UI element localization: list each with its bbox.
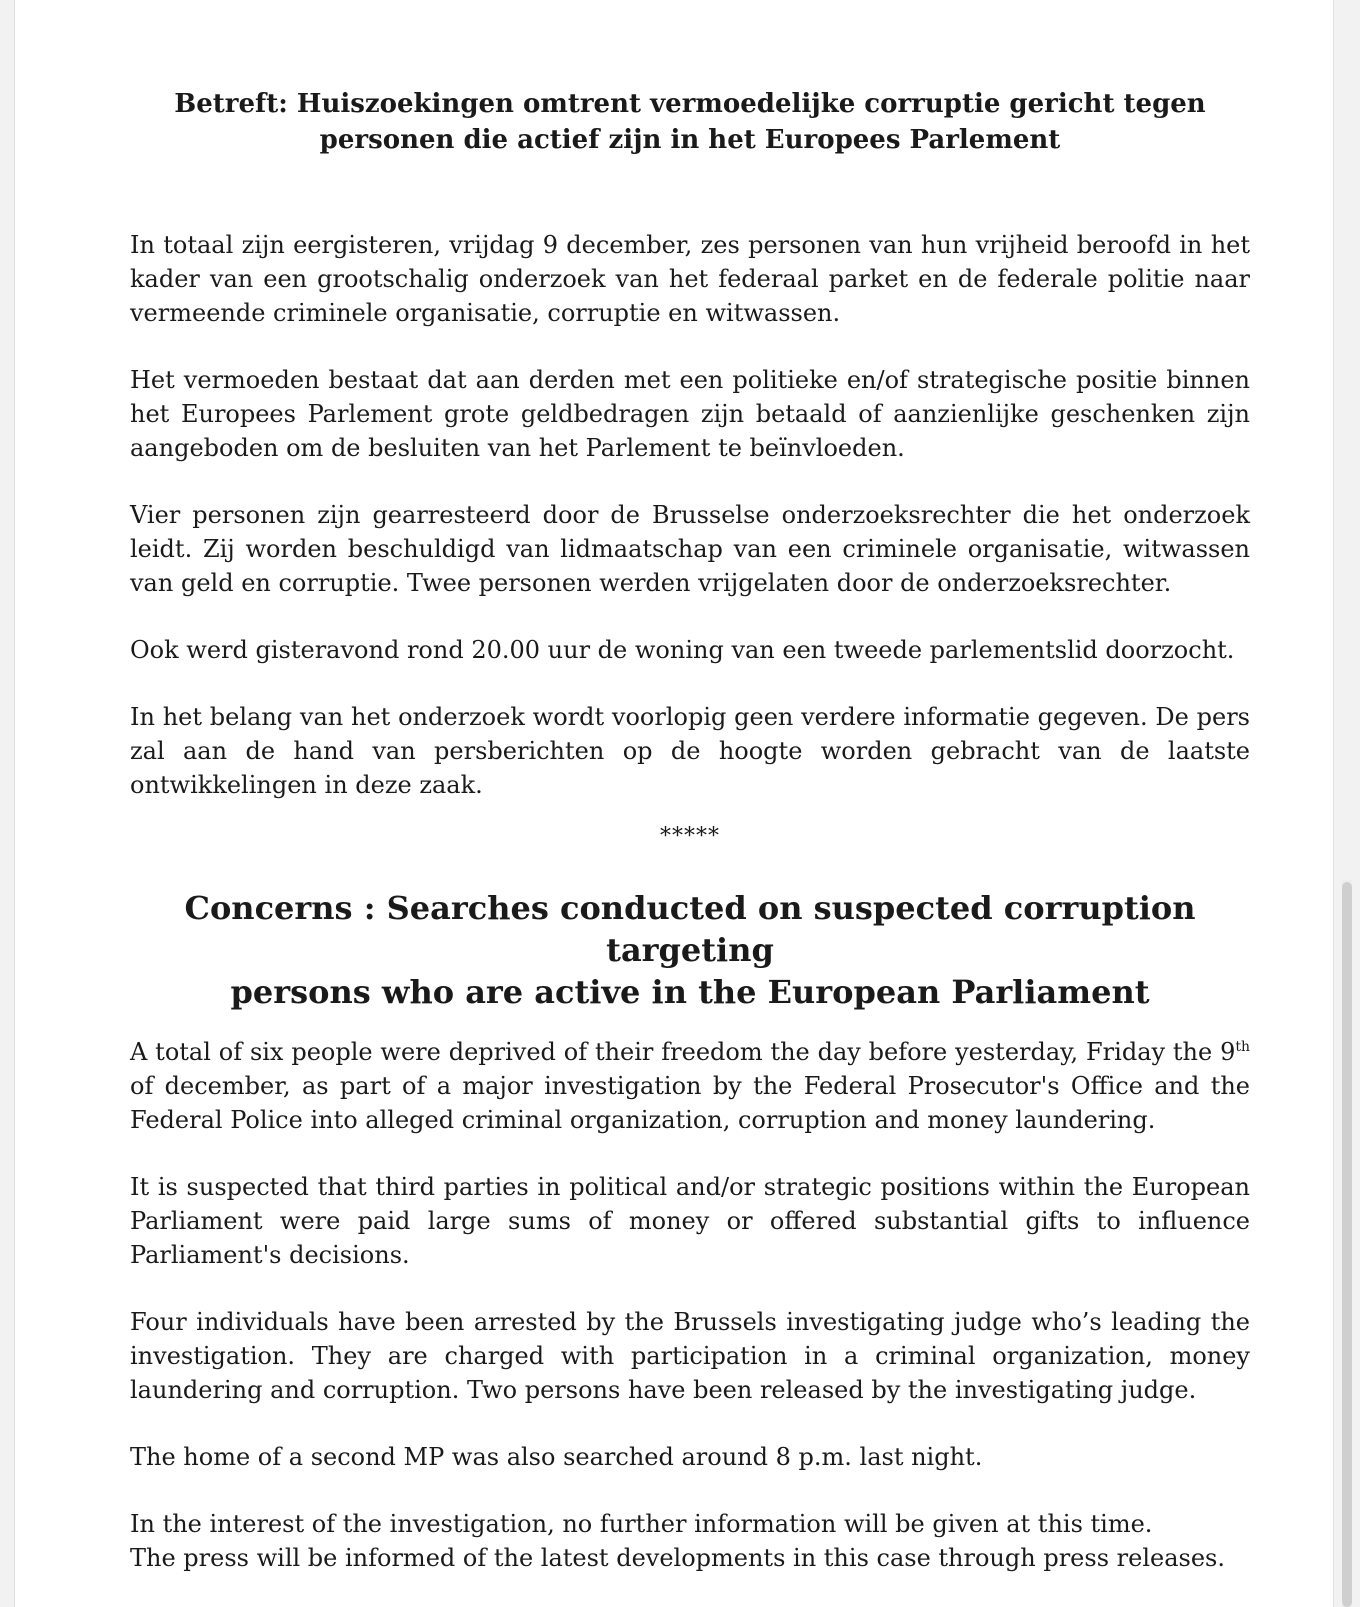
english-paragraph-4: The home of a second MP was also searched around 8 p.m. last night. <box>130 1443 983 1471</box>
section-separator: ***** <box>660 824 720 849</box>
english-paragraph-1-start: A total of six people were deprived of their freedom the day before yesterday, Friday the 9 <box>130 1038 1236 1066</box>
english-paragraph-1-end: of december, as part of a major investigation by the Federal Prosecutor's Office and the Federal Police into alleged criminal organization, corruption and money laundering. <box>130 1072 1250 1134</box>
left-frame-edge <box>0 0 15 1607</box>
english-paragraph-5 <box>130 1507 1250 1575</box>
dutch-title <box>130 86 1250 158</box>
english-paragraph-5-line-1: In the interest of the investigation, no further information will be given at this time. <box>130 1510 1153 1538</box>
dutch-paragraph-5: In het belang van het onderzoek wordt voorlopig geen verdere informatie gegeven. De pers zal aan de hand van persberichten op de hoogte worden gebracht van de laatste ontwikkelingen in deze zaak. <box>130 703 1250 799</box>
english-title <box>130 887 1250 1013</box>
dutch-title-line-2: personen die actief zijn in het Europees Parlement <box>319 125 1061 155</box>
english-title-line-2: persons who are active in the European Parliament <box>230 973 1150 1011</box>
document-page <box>130 86 1250 1575</box>
english-paragraph-1 <box>130 1035 1250 1137</box>
ordinal-suffix: th <box>1235 1039 1250 1055</box>
english-paragraph-3: Four individuals have been arrested by the Brussels investigating judge who’s leading the investigation. They are charged with participation in a criminal organization, money laundering and corruption. Two persons have been released by the investigating judge. <box>130 1308 1250 1404</box>
english-paragraph-2: It is suspected that third parties in political and/or strategic positions within the European Parliament were paid large sums of money or offered substantial gifts to influence Parliament's decisions. <box>130 1173 1250 1269</box>
dutch-paragraph-1: In totaal zijn eergisteren, vrijdag 9 december, zes personen van hun vrijheid beroofd in het kader van een grootschalig onderzoek van het federaal parket en de federale politie naar vermeende criminele organisatie, corruptie en witwassen. <box>130 231 1250 327</box>
english-paragraph-5-line-2: The press will be informed of the latest developments in this case through press releases. <box>130 1544 1225 1572</box>
scrollbar-thumb[interactable] <box>1342 882 1352 1607</box>
dutch-paragraph-2: Het vermoeden bestaat dat aan derden met een politieke en/of strategische positie binnen het Europees Parlement grote geldbedragen zijn betaald of aanzienlijke geschenken zijn aangeboden om de besluiten van het Parlement te beïnvloeden. <box>130 366 1250 462</box>
dutch-title-line-1: Betreft: Huiszoekingen omtrent vermoedelijke corruptie gericht tegen <box>174 89 1206 119</box>
dutch-paragraph-3: Vier personen zijn gearresteerd door de Brusselse onderzoeksrechter die het onderzoek leidt. Zij worden beschuldigd van lidmaatschap van een criminele organisatie, witwassen van geld en corruptie. Twee personen werden vrijgelaten door de onderzoeksrechter. <box>130 501 1250 597</box>
dutch-paragraph-4: Ook werd gisteravond rond 20.00 uur de woning van een tweede parlementslid doorzocht. <box>130 636 1235 664</box>
english-title-line-1: Concerns : Searches conducted on suspected corruption targeting <box>184 889 1196 969</box>
